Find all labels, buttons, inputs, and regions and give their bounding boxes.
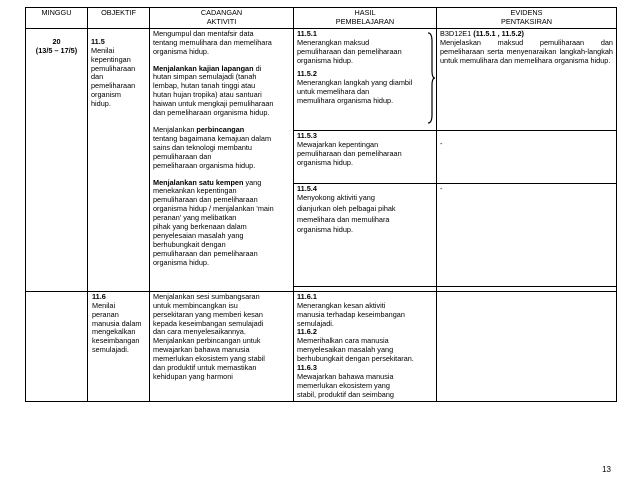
hasil-line: organisma hidup.: [297, 55, 353, 65]
activity-line: organisma hidup.: [153, 46, 209, 56]
activity-line: untuk membincangkan isu: [153, 300, 238, 310]
evidens-3: [437, 183, 617, 286]
hasil-line: manusia terhadap keseimbangan: [297, 309, 405, 319]
evidens-dash: -: [440, 138, 443, 148]
activity-line: pemuliharaan dan: [153, 151, 212, 161]
hasil-line: Menerangkan langkah yang diambil: [297, 78, 413, 88]
evidens-1: [437, 28, 617, 130]
activity-line: pemuliharaan dan pemeliharaan: [153, 195, 258, 205]
activity-11-6: [150, 291, 294, 401]
objective-text: mengekalkan: [92, 327, 136, 337]
header-objektif: OBJEKTIF: [88, 8, 150, 29]
hasil-line: pemuliharaan dan pemeliharaan: [297, 148, 402, 158]
activity-line: persekitaran yang memberi kesan: [153, 309, 263, 319]
objective-code: 11.6: [92, 291, 106, 301]
activity-line: memerlukan ekosistem yang stabil: [153, 354, 265, 364]
activity-line: organisma hidup.: [153, 257, 209, 267]
objective-11-5: [88, 28, 150, 291]
objective-text: organism: [91, 90, 122, 100]
row-11-5-1: [26, 28, 617, 130]
activity-line: dan cara menyelesaikannya.: [153, 327, 246, 337]
objective-text: pemuliharaan: [91, 63, 136, 73]
objective-text: hidup.: [91, 99, 111, 109]
objective-text: Menilai: [92, 300, 116, 310]
activity-line: Mengumpul dan mentafsir data: [153, 28, 254, 38]
hasil-line: dianjurkan oleh pelbagai pihak: [297, 203, 396, 213]
evidens-11-6: [437, 291, 617, 401]
activity-11-5: [150, 28, 294, 291]
week-range: (13/5 – 17/5): [35, 45, 78, 55]
activity-line: kepada keseimbangan semulajadi: [153, 318, 264, 328]
activity-line: berhubungkait dengan: [153, 239, 226, 249]
hasil-11-6: [294, 291, 437, 401]
activity-line: organisma hidup / menjalankan 'main: [153, 204, 274, 214]
row-11-6: [26, 291, 617, 401]
curly-brace-icon: [427, 32, 435, 124]
activity-line: menekankan kepentingan: [153, 186, 237, 196]
evidens-code: B3D12E1 (11.5.1 , 11.5.2): [440, 28, 524, 38]
hasil-11-5-3: [294, 130, 437, 183]
hasil-line: memerlukan ekosistem yang: [297, 380, 390, 390]
week-number: 20: [52, 36, 61, 46]
hasil-code: 11.5.3: [297, 130, 317, 140]
activity-line: hutan simpan semulajadi (tanah: [153, 72, 257, 82]
activity-line: mewajarkan bahawa manusia: [153, 345, 250, 355]
evidens-2: [437, 130, 617, 183]
header-minggu: MINGGU: [26, 8, 88, 29]
activity-line: haiwan untuk mengkaji pemuliharaan: [153, 99, 274, 109]
activity-line: pemeliharaan organisma hidup.: [153, 160, 256, 170]
page-number: 13: [602, 465, 611, 474]
objective-text: semulajadi.: [92, 345, 129, 355]
hasil-code: 11.6.3: [297, 363, 317, 373]
objective-text: kepentingan: [91, 54, 131, 64]
activity-line: kehidupan yang harmoni: [153, 371, 233, 381]
lesson-plan-table: [25, 7, 617, 402]
hasil-line: stabil, produktif dan seimbang: [297, 389, 394, 399]
activity-line: pemuliharaan dan pemeliharaan: [153, 248, 258, 258]
hasil-code: 11.6.2: [297, 327, 317, 337]
evidens-dash: -: [440, 183, 443, 193]
activity-line: Menjalankan kajian lapangan di: [153, 63, 262, 73]
hasil-line: organisma hidup.: [297, 157, 353, 167]
objective-text: keseimbangan: [92, 336, 140, 346]
hasil-code: 11.5.4: [297, 183, 317, 193]
objective-text: dan: [91, 72, 104, 82]
hasil-line: memelihara dan memulihara: [297, 214, 390, 224]
week-empty: [26, 291, 88, 401]
hasil-code: 11.5.2: [297, 69, 317, 79]
objective-text: Menilai: [91, 45, 115, 55]
hasil-line: untuk memelihara dan: [297, 87, 370, 97]
hasil-line: memulihara organisma hidup.: [297, 96, 394, 106]
objective-text: peranan: [92, 309, 119, 319]
hasil-line: pemuliharaan dan pemeliharaan: [297, 46, 402, 56]
activity-line: Menjalankan satu kempen yang: [153, 177, 262, 187]
activity-line: dan pemeliharaan organisma hidup.: [153, 108, 270, 118]
objective-code: 11.5: [91, 36, 105, 46]
hasil-line: Menerangkan maksud: [297, 37, 370, 47]
objective-text: pemeliharaan: [91, 81, 136, 91]
hasil-line: organisma hidup.: [297, 225, 353, 235]
hasil-line: Mewajarkan bahawa manusia: [297, 371, 394, 381]
header-hasil: HASIL PEMBELAJARAN: [294, 8, 437, 29]
hasil-line: Menerangkan kesan aktiviti: [297, 300, 386, 310]
activity-line: tentang memulihara dan memelihara: [153, 37, 272, 47]
week-cell: [26, 28, 88, 291]
activity-line: tentang bagaimana kemajuan dalam: [153, 133, 272, 143]
activity-line: hutan hujan tropika) atau santuari: [153, 90, 262, 100]
hasil-line: berhubungkait dengan persekitaran.: [297, 354, 414, 364]
hasil-code: 11.5.1: [297, 28, 317, 38]
activity-line: dan produktif untuk memastikan: [153, 363, 257, 373]
hasil-11-5-4: [294, 183, 437, 286]
hasil-line: semulajadi.: [297, 318, 334, 328]
hasil-11-5-1-2: [294, 28, 437, 130]
hasil-code: 11.6.1: [297, 291, 317, 301]
activity-line: peranan' yang melibatkan: [153, 213, 237, 223]
header-cadangan: CADANGAN AKTIVITI: [150, 8, 294, 29]
hasil-line: Mewajarkan kepentingan: [297, 139, 379, 149]
header-evidens: EVIDENS PENTAKSIRAN: [437, 8, 617, 29]
activity-line: penyelesaian masalah yang: [153, 230, 244, 240]
objective-11-6: [88, 291, 150, 401]
hasil-line: Memerihalkan cara manusia: [297, 336, 389, 346]
activity-line: lembap, hutan tanah tinggi atau: [153, 81, 256, 91]
activity-line: sains dan teknologi membantu: [153, 142, 252, 152]
activity-line: pihak yang berkenaan dalam: [153, 222, 247, 232]
evidens-text: Menjelaskan maksud pemuliharaan dan pemeliharaan serta menyenaraikan langkah-langkah untuk memulihara dan memelihara organisma hidup.: [440, 37, 613, 65]
activity-line: Menjalankan perbincangan untuk: [153, 336, 261, 346]
objective-text: manusia dalam: [92, 318, 142, 328]
activity-line: Menjalankan sesi sumbangsaran: [153, 291, 260, 301]
hasil-line: Menyokong aktiviti yang: [297, 192, 375, 202]
header-row: [26, 8, 617, 29]
activity-line: Menjalankan perbincangan: [153, 124, 245, 134]
hasil-line: menyelesaikan masalah yang: [297, 345, 394, 355]
